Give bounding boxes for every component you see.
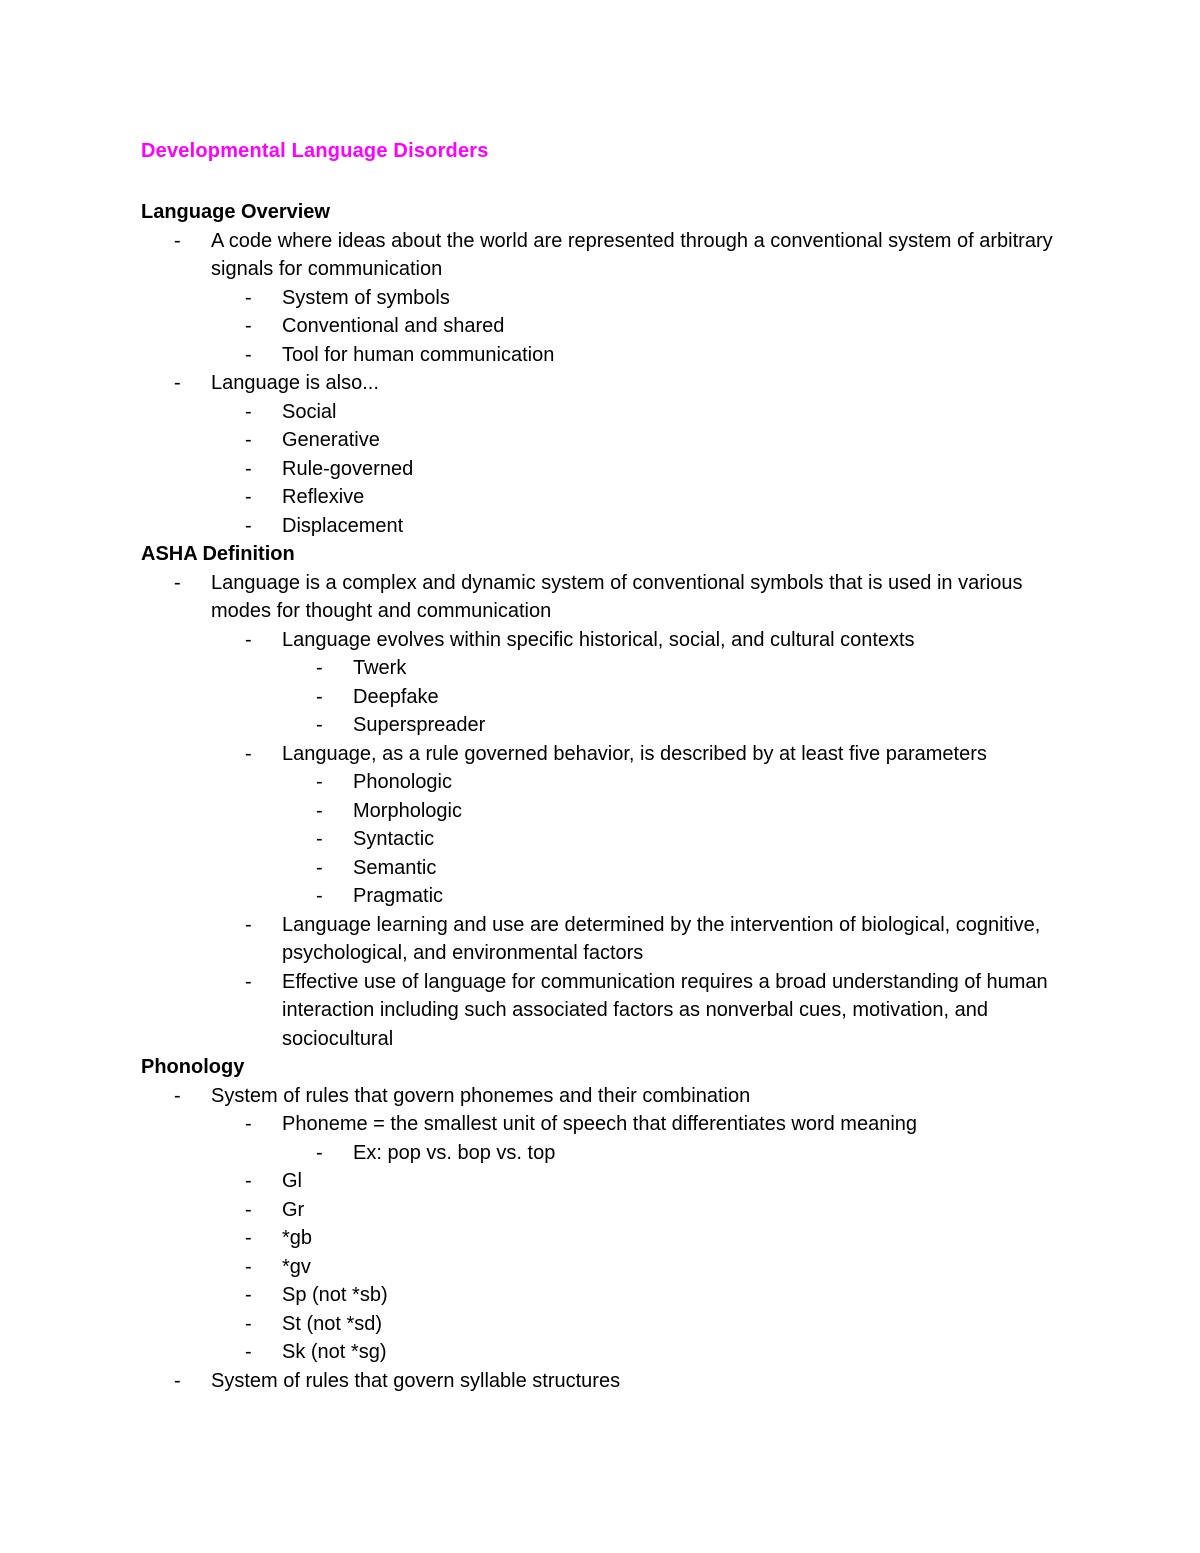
list-item-text: Generative: [282, 429, 380, 451]
list-item-text: St (not *sd): [282, 1312, 383, 1335]
list-item: [245, 483, 1061, 512]
list-item: [245, 426, 1061, 455]
list-item: [245, 455, 1061, 484]
bullet-dash: -: [245, 400, 252, 423]
list-item: [316, 797, 1061, 826]
list-item: [245, 1196, 1061, 1225]
bullet-dash: -: [316, 828, 323, 850]
list-item-text: Reflexive: [282, 486, 365, 508]
bullet-dash: -: [174, 372, 181, 394]
list-item: [245, 626, 1061, 740]
bullet-dash: -: [245, 1255, 252, 1278]
bullet-dash: -: [174, 1084, 181, 1107]
bullet-dash: -: [316, 771, 323, 793]
list-item: [316, 683, 1061, 712]
list-item-text: System of symbols: [282, 286, 450, 309]
list-item-text: Superspreader: [353, 714, 486, 736]
list-item-text: Rule-governed: [282, 457, 414, 480]
bullet-dash: -: [245, 343, 252, 366]
list-item-text: Language evolves within specific historical, social, and cultural contexts: [282, 628, 915, 651]
list-item: [174, 369, 1061, 540]
bullet-list-level-3: [282, 768, 1061, 911]
bullet-dash: -: [245, 1284, 252, 1306]
list-item: [316, 825, 1061, 854]
bullet-dash: -: [245, 286, 252, 309]
bullet-dash: -: [316, 885, 323, 907]
document-title: Developmental Language Disorders: [141, 140, 489, 162]
bullet-list-level-3: [282, 654, 1061, 740]
bullet-dash: -: [245, 628, 252, 651]
bullet-dash: -: [245, 1227, 252, 1249]
bullet-dash: -: [316, 1141, 323, 1164]
list-item-text: Conventional and shared: [282, 315, 505, 337]
list-item-text: Semantic: [353, 856, 437, 879]
section: [141, 1053, 1061, 1395]
list-item-text: Ex: pop vs. bop vs. top: [353, 1141, 556, 1164]
section: [141, 198, 1061, 540]
bullet-list-level-1: [141, 1082, 1061, 1396]
list-item: [316, 654, 1061, 683]
section-heading: Phonology: [141, 1056, 245, 1078]
bullet-list-level-1: [141, 569, 1061, 1054]
list-item: [245, 312, 1061, 341]
section-heading: Language Overview: [141, 201, 330, 223]
bullet-dash: -: [316, 685, 323, 708]
list-item: [245, 968, 1061, 1054]
list-item-text: Tool for human communication: [282, 343, 555, 366]
list-item-text: Language is a complex and dynamic system of conventional symbols that is used in various modes for thought and communication: [211, 571, 1023, 622]
list-item-text: Phoneme = the smallest unit of speech that differentiates word meaning: [282, 1113, 918, 1135]
bullet-dash: -: [245, 514, 252, 537]
list-item: [245, 1338, 1061, 1367]
list-item: [245, 512, 1061, 541]
bullet-dash: -: [316, 799, 323, 822]
list-item-text: Gr: [282, 1198, 305, 1221]
list-item: [245, 911, 1061, 968]
bullet-dash: -: [245, 742, 252, 765]
list-item: [245, 284, 1061, 313]
bullet-list-level-2: [211, 284, 1061, 370]
bullet-list-level-2: [211, 1110, 1061, 1367]
list-item: [245, 1281, 1061, 1310]
bullet-dash: -: [245, 1312, 252, 1335]
bullet-dash: -: [245, 486, 252, 508]
list-item: [316, 854, 1061, 883]
bullet-list-level-2: [211, 626, 1061, 1054]
list-item: [245, 1224, 1061, 1253]
bullet-list-level-2: [211, 398, 1061, 541]
list-item-text: Language learning and use are determined by the intervention of biological, cognitive, psychological, and environmental factors: [282, 913, 1041, 964]
document-body: [141, 198, 1061, 1395]
list-item-text: Syntactic: [353, 828, 435, 850]
list-item-text: Phonologic: [353, 771, 452, 793]
section: [141, 540, 1061, 1053]
list-item-text: Displacement: [282, 514, 404, 537]
list-item: [316, 882, 1061, 911]
list-item-text: Social: [282, 400, 337, 423]
section-heading: ASHA Definition: [141, 543, 295, 565]
list-item-text: Language is also...: [211, 372, 379, 394]
bullet-dash: -: [245, 315, 252, 337]
list-item-text: Language, as a rule governed behavior, is described by at least five parameters: [282, 742, 987, 765]
bullet-dash: -: [245, 429, 252, 451]
bullet-list-level-3: [282, 1139, 1061, 1168]
list-item: [245, 1167, 1061, 1196]
list-item-text: Pragmatic: [353, 885, 444, 907]
list-item: [245, 740, 1061, 911]
list-item-text: Deepfake: [353, 685, 439, 708]
list-item: [245, 1253, 1061, 1282]
list-item-text: System of rules that govern phonemes and their combination: [211, 1084, 751, 1107]
list-item: [245, 1110, 1061, 1167]
bullet-dash: -: [174, 571, 181, 594]
list-item: [245, 398, 1061, 427]
bullet-dash: -: [316, 714, 323, 736]
bullet-dash: -: [245, 1341, 252, 1363]
list-item-text: A code where ideas about the world are represented through a conventional system of arbitrary signals for communication: [211, 229, 1053, 280]
list-item-text: Sk (not *sg): [282, 1341, 387, 1363]
list-item-text: *gb: [282, 1227, 313, 1249]
list-item: [316, 768, 1061, 797]
list-item-text: Gl: [282, 1170, 302, 1192]
bullet-dash: -: [245, 1170, 252, 1192]
list-item-text: Effective use of language for communication requires a broad understanding of human interaction including such associated factors as nonverbal cues, motivation, and sociocultural: [282, 970, 1048, 1050]
bullet-dash: -: [245, 1113, 252, 1135]
list-item: [316, 711, 1061, 740]
bullet-dash: -: [174, 229, 181, 252]
bullet-list-level-1: [141, 227, 1061, 541]
list-item: [174, 1367, 1061, 1396]
list-item: [174, 569, 1061, 1054]
list-item-text: System of rules that govern syllable structures: [211, 1369, 621, 1392]
bullet-dash: -: [316, 657, 323, 679]
bullet-dash: -: [245, 970, 252, 993]
bullet-dash: -: [174, 1369, 181, 1392]
list-item: [174, 227, 1061, 370]
list-item-text: Morphologic: [353, 799, 462, 822]
list-item-text: Sp (not *sb): [282, 1284, 388, 1306]
list-item: [245, 1310, 1061, 1339]
list-item: [174, 1082, 1061, 1367]
list-item-text: Twerk: [353, 657, 407, 679]
list-item: [316, 1139, 1061, 1168]
bullet-dash: -: [316, 856, 323, 879]
bullet-dash: -: [245, 457, 252, 480]
bullet-dash: -: [245, 1198, 252, 1221]
list-item-text: *gv: [282, 1255, 311, 1278]
bullet-dash: -: [245, 913, 252, 936]
list-item: [245, 341, 1061, 370]
